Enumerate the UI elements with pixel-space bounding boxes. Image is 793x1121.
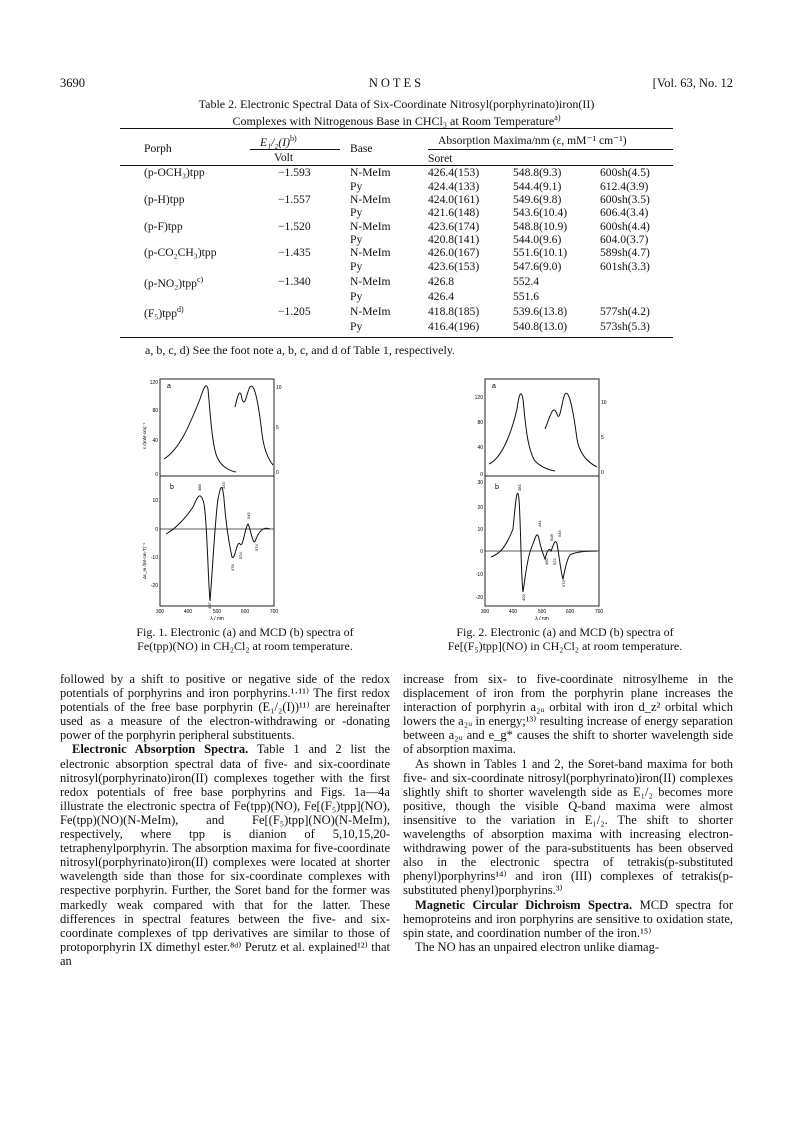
table-caption <box>120 97 673 128</box>
fig1-ytick-b: -10 <box>150 555 158 561</box>
cell-soret <box>428 193 513 206</box>
cell-q1-text: 551.6 <box>513 289 540 303</box>
left-paragraph: followed by a shift to positive or negative side of the redox potentials of porphyrins and iron porphyrins.¹·¹¹⁾ The first redox potentials of the free base porphyrin (E₁/₂(I))¹¹⁾ are hereinafter used as a measure of the electron-withdrawing or -donating power of the porphyrin peripheral substituents. <box>60 672 390 743</box>
cell-q1-text: 551.6(10.1) <box>513 246 568 260</box>
fig2-caption-line2: Fe[(F₅)tpp](NO) in CH₂Cl₂ at room temperature. <box>447 638 683 653</box>
fig1-q-curve <box>235 386 273 465</box>
cell-q2 <box>600 233 673 246</box>
table-row <box>120 320 673 337</box>
right-paragraph: increase from six- to five-coordinate nitrosylheme in the displacement of iron from the porphyrin plane increases the interaction of porphyrin a₂ᵤ orbital with iron d_z² orbital which lowers the a₂ᵤ in energy;¹³⁾ resulting increase of energy separation between a₂ᵤ and e_g* causes the shift to shorter wavelength side of absorption maxima. <box>403 672 733 757</box>
cell-q2-text: 600sh(4.5) <box>600 166 650 180</box>
figure-1-caption <box>90 626 400 653</box>
cell-q2 <box>600 180 673 193</box>
cell-soret-text: 426.8 <box>428 274 455 288</box>
cell-base <box>340 206 428 219</box>
table-row <box>120 220 673 233</box>
fig1-ytick-b: 10 <box>152 498 158 504</box>
cell-porph-text: (p-H)tpp <box>144 193 185 207</box>
cell-q1-text: 548.8(10.9) <box>513 219 568 233</box>
table-row <box>120 193 673 206</box>
cell-e12 <box>250 193 340 206</box>
fig2-ytick-b: 20 <box>477 505 483 511</box>
fig1-caption-line2: Fe(tpp)(NO) in CH₂Cl₂ at room temperature. <box>137 638 353 653</box>
fig1-xtick: 300 <box>155 609 165 615</box>
cell-e12 <box>250 290 340 303</box>
cell-q1 <box>513 303 600 320</box>
cell-q1 <box>513 290 600 303</box>
cell-base <box>340 220 428 233</box>
cell-q1 <box>513 193 600 206</box>
fig2-ytick-b: 30 <box>477 480 483 486</box>
cell-soret <box>428 180 513 193</box>
fig2-ytick-b: 0 <box>480 549 483 555</box>
cell-base <box>340 180 428 193</box>
cell-soret-text: 416.4(196) <box>428 320 480 334</box>
cell-base-text: N-MeIm <box>350 219 391 233</box>
header-soret: Soret <box>428 152 453 166</box>
cell-porph-sup: c) <box>196 274 204 284</box>
cell-soret-text: 423.6(174) <box>428 219 480 233</box>
cell-q2 <box>600 303 673 320</box>
cell-q2-text: 573sh(5.3) <box>600 320 650 334</box>
cell-q1-text: 543.6(10.4) <box>513 206 568 220</box>
fig2-xtick: 600 <box>565 609 575 615</box>
cell-soret <box>428 246 513 259</box>
cell-q1-text: 552.4 <box>513 274 540 288</box>
cell-e12 <box>250 220 340 233</box>
table-row <box>120 180 673 193</box>
header-volt: Volt <box>250 150 340 166</box>
cell-q2 <box>600 320 673 337</box>
cell-q1 <box>513 206 600 219</box>
cell-porph-text: (p-CO₂CH₃)tpp <box>144 246 217 260</box>
fig2-mcd-curve <box>491 493 597 592</box>
cell-e12-text: −1.435 <box>278 246 311 260</box>
cell-e12 <box>250 180 340 193</box>
cell-e12-text: −1.557 <box>278 193 311 207</box>
cell-q1 <box>513 320 600 337</box>
cell-soret <box>428 260 513 273</box>
table-row <box>120 290 673 303</box>
left-paragraph: Table 1 and 2 list the electronic absorption spectral data of five- and six-coordinate nitrosyl(porphyrinato)iron(II) complexes together with the first redox potentials of free base porphyrins and Figs. 1a—4a illustrate the electronic spectra of Fe(tpp)(NO), Fe[(F₅)tpp](NO), Fe(tpp)(NO)(N-MeIm), and Fe[(F₅)tpp](NO)(N-MeIm), respectively, where tpp is dianion of 5,10,15,20-tetraphenylporphyrin. The absorption maxima for five-coordinate nitrosyl(porphyrinato)iron(II) complexes were located at shorter wavelength side than those for six-coordinate complexes with respective porphyrin. Further, the Soret band for the former was markedly weak compared with that for the latter. These differences in spectral features between the five- and six-coordinate complexes of tpp derivatives are similar to those of protoporphyrin IX dimethyl ester.⁸ᵈ⁾ Perutz et al. explained¹²⁾ that an <box>60 742 390 968</box>
fig2-ytick-a: 120 <box>474 395 483 401</box>
cell-soret-text: 418.8(185) <box>428 305 480 319</box>
header-porph: Porph <box>144 142 172 156</box>
fig1-ytick-a: 40 <box>152 438 158 444</box>
cell-porph <box>120 273 250 290</box>
fig2-ytick-b: -10 <box>475 572 483 578</box>
cell-q1 <box>513 260 600 273</box>
cell-q1 <box>513 233 600 246</box>
fig1-peak-label: 545 <box>246 512 251 519</box>
cell-porph <box>120 260 250 273</box>
cell-soret-text: 426.4 <box>428 289 455 303</box>
cell-base <box>340 193 428 206</box>
cell-q2-text: 606.4(3.4) <box>600 206 649 220</box>
cell-q1-text: 549.6(9.8) <box>513 193 562 207</box>
fig1-xtick: 700 <box>269 609 279 615</box>
fig2-peak-label: 403 <box>521 594 526 601</box>
spectral-data-table <box>120 128 673 338</box>
fig2-peak-label: 490 <box>544 558 549 565</box>
table-caption-line1: Table 2. Electronic Spectral Data of Six-Coordinate Nitrosyl(porphyrinato)iron(II) <box>198 97 595 111</box>
cell-soret-text: 421.6(148) <box>428 206 480 220</box>
cell-e12 <box>250 320 340 337</box>
cell-q1-text: 547.6(9.0) <box>513 259 562 273</box>
cell-base-text: Py <box>350 206 363 220</box>
fig1-ylabel-a: ε /(mM·cm)⁻¹ <box>142 422 147 449</box>
fig2-peak-label: 572 <box>561 580 566 587</box>
cell-q2-text: 600sh(3.5) <box>600 193 650 207</box>
cell-base <box>340 290 428 303</box>
cell-soret <box>428 233 513 246</box>
cell-q2 <box>600 246 673 259</box>
cell-soret <box>428 220 513 233</box>
cell-q1 <box>513 246 600 259</box>
cell-q1-text: 539.6(13.8) <box>513 305 568 319</box>
fig2-xtick: 500 <box>537 609 547 615</box>
fig2-ytick-a: 40 <box>477 445 483 451</box>
cell-q1 <box>513 180 600 193</box>
figure-1 <box>140 376 410 621</box>
cell-q2 <box>600 290 673 303</box>
fig1-panel-b: b <box>170 484 174 491</box>
cell-soret <box>428 320 513 337</box>
cell-e12 <box>250 260 340 273</box>
cell-porph-sup: d) <box>177 305 184 315</box>
cell-q2 <box>600 220 673 233</box>
cell-base-text: N-MeIm <box>350 305 391 319</box>
cell-porph <box>120 246 250 259</box>
cell-base <box>340 166 428 180</box>
cell-e12 <box>250 206 340 219</box>
cell-porph <box>120 290 250 303</box>
cell-porph <box>120 193 250 206</box>
cell-base-text: Py <box>350 289 363 303</box>
cell-base-text: N-MeIm <box>350 193 391 207</box>
cell-soret-text: 420.8(141) <box>428 232 480 246</box>
cell-base-text: Py <box>350 320 363 334</box>
fig2-peak-label: 381 <box>517 484 522 491</box>
cell-soret <box>428 290 513 303</box>
fig1-soret-curve <box>164 386 236 472</box>
fig1-ytick-a: 0 <box>155 472 158 478</box>
fig1-peak-label: 574 <box>254 544 259 551</box>
table-row <box>120 233 673 246</box>
cell-e12-text: −1.205 <box>278 305 311 319</box>
fig1-xlabel: λ / nm <box>210 616 224 621</box>
fig1-panel-a: a <box>167 383 171 390</box>
fig2-ytick-b: 10 <box>477 527 483 533</box>
cell-soret <box>428 206 513 219</box>
section-heading-mcd: Magnetic Circular Dichroism Spectra. <box>415 897 633 912</box>
table-body <box>120 166 673 337</box>
cell-q1-text: 548.8(9.3) <box>513 166 562 180</box>
cell-soret-text: 426.4(153) <box>428 166 480 180</box>
fig1-xtick: 500 <box>212 609 222 615</box>
volume-info: [Vol. 63, No. 12 <box>652 76 733 90</box>
cell-porph <box>120 303 250 320</box>
cell-porph <box>120 320 250 337</box>
cell-e12-text: −1.340 <box>278 274 311 288</box>
fig2-panel-b: b <box>495 484 499 491</box>
fig1-ylabel-b: Δε_m /(M·cm·T)⁻¹ <box>142 542 147 579</box>
header-e12-sup: b) <box>289 134 297 143</box>
cell-e12 <box>250 303 340 320</box>
cell-q1-text: 544.0(9.6) <box>513 232 562 246</box>
fig1-ytick-a-right: 5 <box>276 425 279 431</box>
cell-q2 <box>600 260 673 273</box>
running-title: NOTES <box>368 76 425 90</box>
fig2-panel-a: a <box>492 383 496 390</box>
header-absorption: Absorption Maxima/nm (ε, mM⁻¹ cm⁻¹) <box>428 129 673 150</box>
table-row <box>120 166 673 180</box>
fig2-xlabel: λ / nm <box>535 616 549 621</box>
cell-e12 <box>250 246 340 259</box>
cell-q2-text: 600sh(4.4) <box>600 219 650 233</box>
fig1-xtick: 400 <box>183 609 193 615</box>
cell-q2-text: 604.0(3.7) <box>600 232 649 246</box>
table-footnote: a, b, c, d) See the foot note a, b, c, and d of Table 1, respectively. <box>145 343 456 357</box>
cell-porph <box>120 180 250 193</box>
cell-q2-text: 589sh(4.7) <box>600 246 650 260</box>
cell-q2 <box>600 206 673 219</box>
fig2-soret-curve <box>489 394 555 471</box>
cell-q2-text: 601sh(3.3) <box>600 259 650 273</box>
header-base: Base <box>350 142 373 156</box>
fig2-ytick-a-right: 0 <box>601 470 604 476</box>
cell-porph <box>120 206 250 219</box>
cell-base <box>340 246 428 259</box>
fig1-ytick-a: 120 <box>149 380 158 386</box>
cell-base <box>340 273 428 290</box>
fig1-peak-label: 388 <box>197 484 202 491</box>
cell-q2 <box>600 273 673 290</box>
figure-2 <box>465 376 665 621</box>
fig2-xtick: 400 <box>508 609 518 615</box>
cell-base-text: N-MeIm <box>350 274 391 288</box>
cell-base <box>340 320 428 337</box>
cell-e12 <box>250 166 340 180</box>
fig2-peak-label: 545 <box>557 530 562 537</box>
fig2-ytick-a: 80 <box>477 420 483 426</box>
section-heading-electronic: Electronic Absorption Spectra. <box>72 742 249 757</box>
cell-soret-text: 424.0(161) <box>428 193 480 207</box>
cell-soret <box>428 166 513 180</box>
fig1-caption-line1: Fig. 1. Electronic (a) and MCD (b) spectra of <box>136 625 354 639</box>
fig1-frame <box>160 379 274 606</box>
cell-e12-text: −1.520 <box>278 219 311 233</box>
cell-porph-text: (p-OCH₃)tpp <box>144 166 205 180</box>
cell-porph <box>120 166 250 180</box>
cell-base <box>340 260 428 273</box>
fig2-peak-label: 508 <box>549 534 554 541</box>
fig2-xtick: 700 <box>594 609 604 615</box>
fig1-peak-label: 524 <box>238 552 243 559</box>
cell-q1 <box>513 166 600 180</box>
cell-porph-text: (p-NO₂)tpp <box>144 276 197 290</box>
cell-q1 <box>513 220 600 233</box>
right-paragraph: As shown in Tables 1 and 2, the Soret-band maxima for both five- and six-coordinate nitrosyl(porphyrinato)iron(II) complexes slightly shift to shorter wavelength side as E₁/₂ becomes more positive, though the visible Q-band maxima were almost insensitive to the variation in E₁/₂. The shift to shorter wavelengths of absorption maxima with increasing electron-withdrawing power of the para-substituents has been observed also in the electronic spectra of tetrakis(p-substituted phenyl)porphyrins¹⁴⁾ and iron (III) complexes of tetrakis(p-substituted phenyl)porphyrins.³⁾ <box>403 756 733 898</box>
cell-base-text: Py <box>350 179 363 193</box>
cell-base <box>340 303 428 320</box>
fig1-peak-label: 407 <box>207 602 212 609</box>
table-caption-sup: a) <box>554 113 561 122</box>
fig1-ytick-a-right: 0 <box>276 470 279 476</box>
table-row <box>120 260 673 273</box>
cell-base-text: N-MeIm <box>350 246 391 260</box>
table-row <box>120 303 673 320</box>
cell-q2-text: 577sh(4.2) <box>600 305 650 319</box>
cell-q1 <box>513 273 600 290</box>
fig2-q-curve <box>545 393 597 467</box>
fig2-xtick: 300 <box>480 609 490 615</box>
figure-2-caption <box>410 626 720 653</box>
cell-soret <box>428 273 513 290</box>
cell-base <box>340 233 428 246</box>
table-row <box>120 206 673 219</box>
fig1-peak-label: 478 <box>230 564 235 571</box>
cell-e12-text: −1.593 <box>278 166 311 180</box>
fig2-ytick-a: 0 <box>480 472 483 478</box>
header-e12: E₁/₂(I) <box>260 135 290 149</box>
fig1-ytick-b: -20 <box>150 583 158 589</box>
cell-q1-text: 544.4(9.1) <box>513 179 562 193</box>
fig1-ytick-b: 0 <box>155 527 158 533</box>
right-paragraph: MCD spectra for hemoproteins and iron porphyrins are sensitive to oxidation state, spin state, and coordination number of the iron.¹⁵⁾ <box>403 897 734 940</box>
table-row <box>120 273 673 290</box>
fig2-peak-label: 441 <box>537 520 542 527</box>
cell-soret <box>428 303 513 320</box>
cell-e12 <box>250 273 340 290</box>
cell-base-text: Py <box>350 259 363 273</box>
fig1-xtick: 600 <box>240 609 250 615</box>
cell-soret-text: 423.6(153) <box>428 259 480 273</box>
left-column <box>60 672 390 968</box>
table-row <box>120 246 673 259</box>
cell-base-text: N-MeIm <box>350 166 391 180</box>
cell-e12 <box>250 233 340 246</box>
cell-porph <box>120 220 250 233</box>
cell-q2 <box>600 193 673 206</box>
right-column <box>403 672 733 954</box>
cell-q1-text: 540.8(13.0) <box>513 320 568 334</box>
fig1-mcd-curve <box>166 487 270 601</box>
cell-soret-text: 424.4(133) <box>428 179 480 193</box>
fig2-ytick-a-right: 5 <box>601 435 604 441</box>
fig1-ytick-a-right: 10 <box>276 385 282 391</box>
table-caption-line2: Complexes with Nitrogenous Base in CHCl₃ at Room Temperature <box>232 114 555 128</box>
fig1-ytick-a: 80 <box>152 408 158 414</box>
page-number: 3690 <box>60 76 85 90</box>
fig1-peak-label: 433 <box>221 482 226 489</box>
right-paragraph: The NO has an unpaired electron unlike diamag- <box>415 939 660 954</box>
cell-porph-text: (p-F)tpp <box>144 219 183 233</box>
cell-porph <box>120 233 250 246</box>
cell-base-text: Py <box>350 232 363 246</box>
fig2-peak-label: 522 <box>552 558 557 565</box>
cell-porph-text: (F₅)tpp <box>144 307 178 321</box>
fig2-ytick-a-right: 10 <box>601 400 607 406</box>
cell-q2-text: 612.4(3.9) <box>600 179 649 193</box>
fig2-ytick-b: -20 <box>475 595 483 601</box>
cell-soret-text: 426.0(167) <box>428 246 480 260</box>
fig2-caption-line1: Fig. 2. Electronic (a) and MCD (b) spectra of <box>456 625 674 639</box>
fig2-frame <box>485 379 599 606</box>
cell-q2 <box>600 166 673 180</box>
